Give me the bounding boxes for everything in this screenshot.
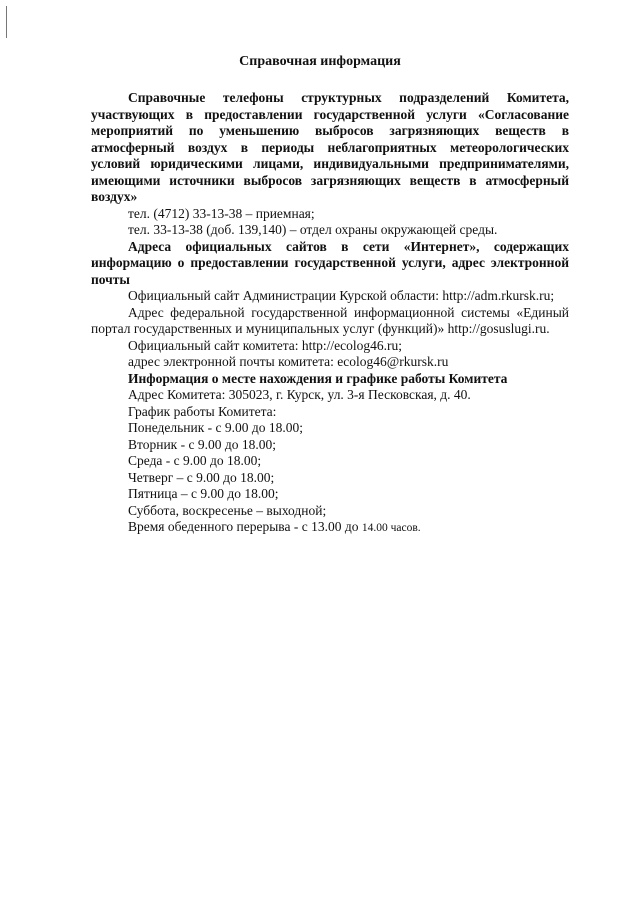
site-administration: Официальный сайт Администрации Курской области: http://adm.rkursk.ru; [128,288,555,303]
site-gov-portal: Адрес федеральной государственной информационной системы «Единый портал государственных и муниципальных услуг (функций)» http://gosuslugi.ru. [91,304,569,336]
lunch-break [91,519,569,537]
schedule-line: Понедельник - с 9.00 до 18.00; [128,420,304,435]
lunch-break-main: Время обеденного перерыва - с 13.00 до [128,519,362,534]
location-heading: Информация о месте нахождения и графике работы Комитета [128,370,508,386]
margin-mark [6,6,7,38]
lunch-break-end: 14.00 часов. [361,522,421,534]
phones-heading: Справочные телефоны структурных подразделений Комитета, участвующих в предоставлении государственной услуги «Согласование мероприятий по уменьшению выбросов загрязняющих веществ в атмосферный воздух в периоды неблагоприятных метеорологических условий юридическими лицами, индивидуальными предпринимателями, имеющими источники выбросов загрязняющих веществ в атмосферный воздух» [91,90,569,204]
committee-address: Адрес Комитета: 305023, г. Курск, ул. 3-я Песковская, д. 40. [128,387,471,402]
phone-environment-dept: тел. 33-13-38 (доб. 139,140) – отдел охраны окружающей среды. [128,222,498,237]
schedule-line: Четверг – с 9.00 до 18.00; [128,469,275,485]
sites-heading: Адреса официальных сайтов в сети «Интернет», содержащих информацию о предоставлении государственной услуги, адрес электронной почты [91,238,569,287]
document-body [91,90,569,537]
schedule-line: Вторник - с 9.00 до 18.00; [128,436,276,452]
schedule-line: Пятница – с 9.00 до 18.00; [128,486,279,501]
phone-reception: тел. (4712) 33-13-38 – приемная; [128,205,315,221]
site-committee: Официальный сайт комитета: http://ecolog46.ru; [128,337,403,353]
committee-email: адрес электронной почты комитета: ecolog46@rkursk.ru [128,354,449,369]
schedule-line: Среда - с 9.00 до 18.00; [128,453,262,468]
page-title: Справочная информация [239,54,401,69]
schedule-title: График работы Комитета: [128,403,277,419]
schedule-line: Суббота, воскресенье – выходной; [128,502,327,518]
